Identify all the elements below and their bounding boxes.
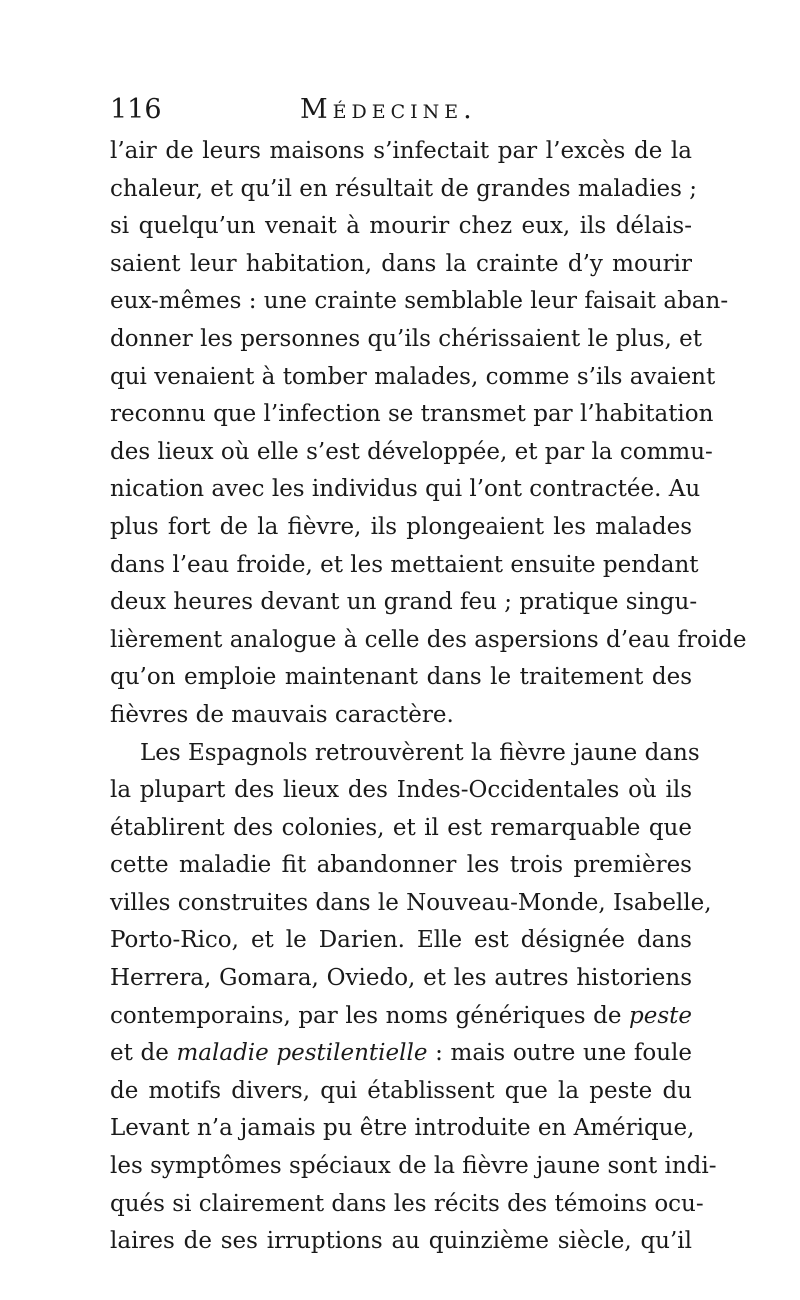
text-line: qués si clairement dans les récits des témoins ocu- <box>110 1190 704 1217</box>
text-line: établirent des colonies, et il est remarquable que <box>110 814 692 841</box>
text-line: villes construites dans le Nouveau-Monde, Isabelle, <box>110 889 712 916</box>
italic-term: peste <box>629 1002 692 1029</box>
text-line: et de maladie pestilentielle : mais outre une foule <box>110 1040 693 1067</box>
text-line: Les Espagnols retrouvèrent la fièvre jaune dans <box>140 739 700 766</box>
text-line: saient leur habitation, dans la crainte d’y mourir <box>110 250 692 277</box>
running-head: Médecine. <box>300 94 477 125</box>
text-line: dans l’eau froide, et les mettaient ensuite pendant <box>110 551 699 578</box>
text-line: donner les personnes qu’ils chérissaient le plus, et <box>110 325 702 352</box>
text-line: contemporains, par les noms génériques de peste <box>110 1002 692 1029</box>
text-line: qu’on emploie maintenant dans le traitement des <box>110 664 692 691</box>
text-line: Herrera, Gomara, Oviedo, et les autres historiens <box>110 965 692 992</box>
text-line: nication avec les individus qui l’ont contractée. Au <box>110 476 701 503</box>
text-line: Porto-Rico, et le Darien. Elle est désignée dans <box>110 927 692 954</box>
text-line: des lieux où elle s’est développée, et par la commu- <box>110 438 713 465</box>
text-line: si quelqu’un venait à mourir chez eux, ils délais- <box>110 213 692 240</box>
text-line: fièvres de mauvais caractère. <box>110 701 454 728</box>
text-line: l’air de leurs maisons s’infectait par l’excès de la <box>110 138 692 164</box>
text-line: cette maladie fit abandonner les trois premières <box>110 852 692 879</box>
page-number: 116 <box>110 94 162 125</box>
text-line: la plupart des lieux des Indes-Occidentales où ils <box>110 777 692 804</box>
text-line: reconnu que l’infection se transmet par l’habitation <box>110 401 714 428</box>
page-header <box>110 92 690 128</box>
body-text <box>110 133 747 1261</box>
italic-term: maladie pestilentielle <box>176 1040 428 1067</box>
text-line: chaleur, et qu’il en résultait de grandes maladies ; <box>110 175 697 202</box>
text-line: qui venaient à tomber malades, comme s’ils avaient <box>110 363 716 390</box>
text-line: lièrement analogue à celle des aspersions d’eau froide <box>110 626 747 653</box>
text-line: Levant n’a jamais pu être introduite en Amérique, <box>110 1115 695 1142</box>
text-line: plus fort de la fièvre, ils plongeaient les malades <box>110 513 692 540</box>
text-line: laires de ses irruptions au quinzième siècle, qu’il <box>110 1228 692 1255</box>
text-line: eux-mêmes : une crainte semblable leur faisait aban- <box>110 288 729 315</box>
text-line: deux heures devant un grand feu ; pratique singu- <box>110 589 698 616</box>
text-line: de motifs divers, qui établissent que la peste du <box>110 1077 692 1104</box>
text-line: les symptômes spéciaux de la fièvre jaune sont indi- <box>110 1153 717 1180</box>
